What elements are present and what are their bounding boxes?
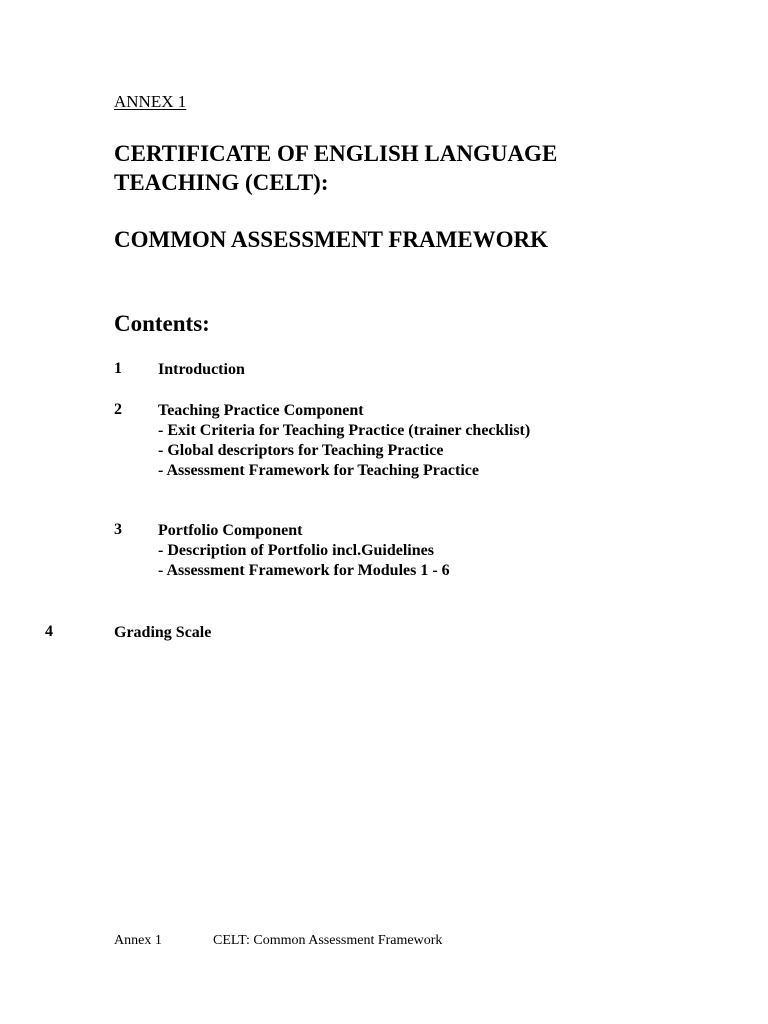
section-number: 2: [114, 401, 122, 418]
section-title: Introduction: [158, 361, 245, 378]
section-number: 4: [45, 623, 53, 640]
section-title: Grading Scale: [114, 624, 212, 641]
section-title: Portfolio Component: [158, 522, 303, 539]
section-number: 3: [114, 521, 122, 538]
footer-annex-label: Annex 1: [114, 933, 162, 948]
document-title: [114, 139, 557, 197]
document-title-line-1: CERTIFICATE OF ENGLISH LANGUAGE: [114, 141, 558, 166]
section-item: - Assessment Framework for Teaching Practice: [158, 462, 479, 479]
section-item: - Assessment Framework for Modules 1 - 6: [158, 562, 450, 579]
document-subtitle: COMMON ASSESSMENT FRAMEWORK: [114, 227, 549, 252]
footer-document-title: CELT: Common Assessment Framework: [213, 933, 443, 948]
annex-label: ANNEX 1: [114, 92, 187, 111]
contents-heading: Contents:: [114, 311, 210, 336]
section-item: - Global descriptors for Teaching Practice: [158, 442, 444, 459]
section-number: 1: [114, 360, 122, 377]
document-title-line-2: TEACHING (CELT):: [114, 170, 329, 195]
section-item: - Description of Portfolio incl.Guidelines: [158, 542, 434, 559]
section-item: - Exit Criteria for Teaching Practice (trainer checklist): [158, 422, 531, 439]
section-title: Teaching Practice Component: [158, 402, 364, 419]
